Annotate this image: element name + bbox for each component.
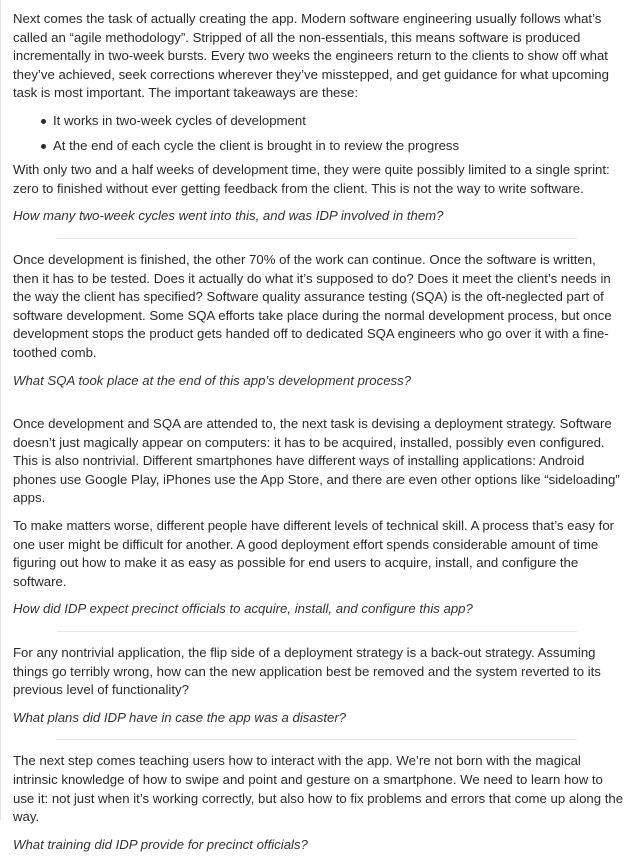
question-sqa: What SQA took place at the end of this app’s development process? [13,372,412,388]
bullet-icon [41,144,46,149]
question-deployment: How did IDP expect precinct officials to acquire, install, and configure this app? [13,601,473,617]
takeaways-list [13,112,625,155]
paragraph-back-out-strategy: For any nontrivial application, the flip side of a deployment strategy is a back-out strategy. Assuming things go terribly wrong, how can the new application best be removed and the system reverted to its previous level of functionality? [13,645,601,698]
section-divider [57,402,577,403]
paragraph-agile-methodology: Next comes the task of actually creating the app. Modern software engineering usually follows what’s called an “agile methodology”. Stripped of all the non-essentials, this means software is produced incrementally in two-week bursts. Every two weeks the engineers return to the clients to show off what they’ve achieved, seek corrections wherever they’ve misstepped, and get guidance for what upcoming task is most important. The important takeaways are these: [13,11,609,101]
question-two-week-cycles: How many two-week cycles went into this, and was IDP involved in them? [13,208,444,224]
article-body [13,10,625,863]
paragraph-technical-skill: To make matters worse, different people have different levels of technical skill. A process that’s easy for one user might be difficult for another. A good deployment effort spends considerable amount of time figuring out how to make it as easy as possible for end users to acquire, install, and configure the software. [13,518,615,589]
list-item [53,137,625,156]
question-back-out: What plans did IDP have in case the app was a disaster? [13,709,347,725]
paragraph-sqa-testing: Once development is finished, the other 70% of the work can continue. Once the software is written, then it has to be tested. Does it actually do what it’s supposed to do? Does it meet the client’s needs in the way the client has specified? Software quality assurance testing (SQA) is the oft-neglected part of software development. Some SQA efforts take place during the normal development process, but once development stops the product gets handed off to dedicated SQA engineers who go over it with a fine-toothed comb. [13,251,612,360]
list-item-text: It works in two-week cycles of development [53,112,306,128]
section-divider [57,739,577,740]
paragraph-deployment-strategy: Once development and SQA are attended to, the next task is devising a deployment strategy. Software doesn’t just magically appear on computers: it has to be acquired, installed, possibly even configured. This is also nontrivial. Different smartphones have different ways of installing applications: Android phones use Google Play, iPhones use the App Store, and there are even other options like “sideloading” apps. [13,416,620,506]
section-divider [57,631,577,632]
paragraph-training: The next step comes teaching users how to interact with the app. We’re not born with the magical intrinsic knowledge of how to swipe and point and gesture on a smartphone. We need to learn how to use it: not just when it’s working correctly, but also how to fix problems and errors that come up along the way. [13,753,624,825]
question-training: What training did IDP provide for precinct officials? [13,836,308,852]
bullet-icon [41,119,46,124]
list-item [53,112,625,131]
list-item-text: At the end of each cycle the client is brought in to review the progress [53,137,460,153]
section-divider [57,238,577,239]
paragraph-development-time: With only two and a half weeks of development time, they were quite possibly limited to a single sprint: zero to finished without ever getting feedback from the client. This is not the way to write software. [13,162,610,196]
